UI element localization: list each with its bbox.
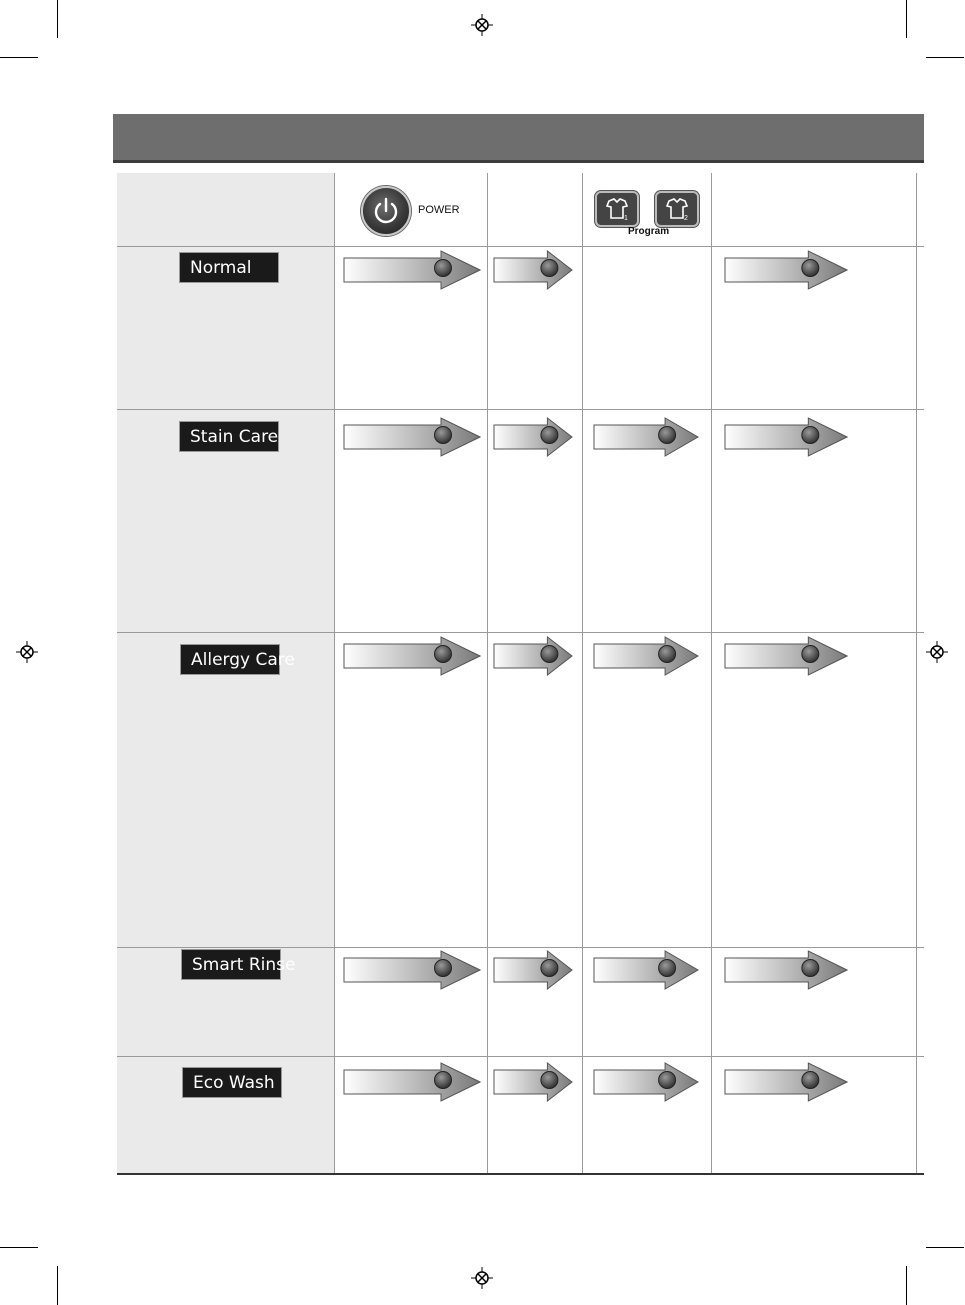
step-arrow-icon	[343, 1062, 481, 1102]
step-arrow-icon	[343, 950, 481, 990]
column-divider	[334, 173, 335, 1173]
program-label-eco-wash: Eco Wash	[182, 1067, 282, 1098]
step-arrow-icon	[343, 636, 481, 676]
step-arrow-icon	[343, 417, 481, 457]
crop-mark	[0, 57, 38, 58]
table-bottom-border	[117, 1173, 924, 1175]
step-arrow-icon	[343, 250, 481, 290]
registration-mark-icon	[471, 14, 493, 36]
section-header-bar	[113, 114, 924, 163]
power-label: POWER	[418, 204, 460, 216]
registration-mark-icon	[16, 641, 38, 663]
step-arrow-icon	[493, 417, 573, 457]
registration-mark-icon	[471, 1267, 493, 1289]
power-button[interactable]	[361, 186, 411, 236]
step-arrow-icon	[493, 636, 573, 676]
program-2-button[interactable]	[655, 191, 699, 227]
program-label-normal: Normal	[179, 252, 279, 283]
crop-mark	[926, 1247, 964, 1248]
step-arrow-icon	[724, 250, 848, 290]
step-arrow-icon	[493, 1062, 573, 1102]
crop-mark	[57, 0, 58, 38]
row-divider	[117, 947, 924, 948]
step-arrow-icon	[593, 1062, 699, 1102]
crop-mark	[906, 1266, 907, 1305]
column-divider	[582, 173, 583, 1173]
step-arrow-icon	[593, 417, 699, 457]
step-arrow-icon	[724, 417, 848, 457]
shirt-program-1-icon	[597, 193, 637, 225]
row-divider	[117, 1056, 924, 1057]
svg-text:1: 1	[624, 215, 628, 222]
step-arrow-icon	[724, 1062, 848, 1102]
power-icon	[363, 188, 409, 234]
svg-text:2: 2	[684, 215, 688, 222]
column-divider	[487, 173, 488, 1173]
program-label: Program	[628, 226, 670, 237]
crop-mark	[926, 57, 964, 58]
crop-mark	[906, 0, 907, 38]
crop-mark	[0, 1247, 38, 1248]
program-label-smart-rinse: Smart Rinse	[181, 949, 281, 980]
crop-mark	[57, 1266, 58, 1305]
step-arrow-icon	[593, 950, 699, 990]
shirt-program-2-icon	[657, 193, 697, 225]
registration-mark-icon	[926, 641, 948, 663]
row-divider	[117, 246, 924, 247]
program-label-allergy-care: Allergy Care	[180, 644, 280, 675]
column-divider	[916, 173, 917, 1173]
column-divider	[711, 173, 712, 1173]
step-arrow-icon	[493, 950, 573, 990]
row-divider	[117, 409, 924, 410]
row-divider	[117, 632, 924, 633]
step-arrow-icon	[593, 636, 699, 676]
step-arrow-icon	[493, 250, 573, 290]
program-1-button[interactable]	[595, 191, 639, 227]
program-label-stain-care: Stain Care	[179, 421, 279, 452]
step-arrow-icon	[724, 636, 848, 676]
step-arrow-icon	[724, 950, 848, 990]
